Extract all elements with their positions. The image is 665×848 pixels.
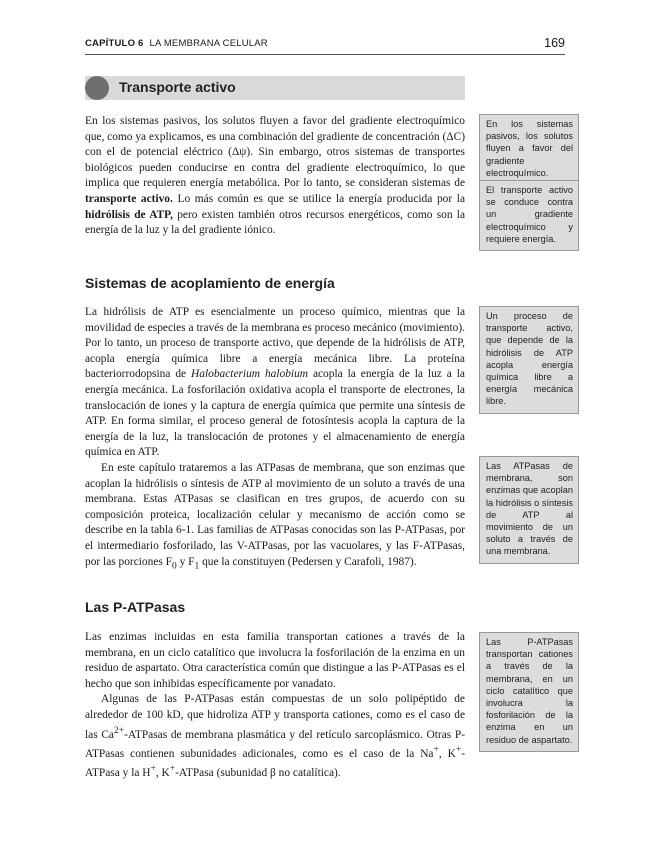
paragraph	[85, 305, 465, 461]
text-run: Lo más común es que se utilice la energía producida por la	[172, 192, 465, 205]
paragraph	[85, 692, 465, 781]
text-run: -ATPasas de membrana plasmática y del retículo sarcoplásmico. Otras P-ATPasas contienen subunidades adicionales, como es el caso de la Na	[85, 728, 466, 760]
text-run: , K	[438, 747, 456, 760]
chapter-label: CAPÍTULO 6	[85, 38, 144, 49]
subsection-body	[85, 305, 465, 574]
superscript: +	[169, 764, 176, 775]
margin-note: Las P-ATPasas transportan cationes a través de la membrana, en un ciclo catalítico que involucra la fosforilación de la enzima en un residuo de aspartato.	[479, 632, 579, 752]
margin-note: El transporte activo se conduce contra un gradiente electroquímico y requiere energía.	[479, 180, 579, 251]
text-run: En los sistemas pasivos, los solutos fluyen a favor del gradiente electroquímico que, como ya explicamos, es una combinación del gradiente de concentración (ΔC) con el de potencial eléctrico (Δψ). Sin embargo, otros sistemas de transportes biológicos pueden conducirse en contra del gradiente electroquímico, lo que implica que requieren energía metabólica. Por lo tanto, se consideran sistemas de	[85, 115, 465, 190]
chapter-heading	[85, 38, 268, 49]
text-run: que la constituyen (Pedersen y Carafoli, 1987).	[199, 555, 417, 568]
text-run: La hidrólisis de ATP es esencialmente un proceso químico, mientras que la movilidad de especies a través de la membrana es proceso mecánico (movimiento). Por lo tanto, un proceso de transporte activo, que depende de la hidrólisis de ATP, acopla energía química libre a energía mecánica libre. La proteína bacteriorrodopsina de	[85, 306, 465, 381]
text-run: , K	[155, 767, 170, 780]
text-run: y F	[176, 555, 195, 568]
subscript: 1	[194, 560, 200, 571]
bold-term: hidrólisis de ATP,	[85, 208, 173, 221]
superscript: +	[150, 764, 156, 775]
text-run: -ATPasa y la H	[85, 747, 465, 780]
superscript: +	[433, 744, 439, 755]
subsection-title: Las P-ATPasas	[85, 599, 186, 615]
superscript: 2+	[114, 725, 125, 736]
paragraph	[85, 461, 465, 574]
section-intro	[85, 114, 465, 239]
section-title: Transporte activo	[119, 79, 236, 95]
superscript: +	[455, 744, 462, 755]
section-bullet-icon	[85, 76, 109, 100]
subscript: 0	[172, 560, 177, 571]
margin-note: Las ATPasas de membrana, son enzimas que acoplan la hidrólisis o síntesis de ATP al movimiento de un soluto a través de una membrana.	[479, 456, 579, 564]
margin-note: En los sistemas pasivos, los solutos fluyen a favor del gradiente electroquímico.	[479, 114, 579, 185]
paragraph: Las enzimas incluidas en esta familia transportan cationes a través de la membrana, en un ciclo catalítico que involucra la fosforilación de la enzima en un residuo de aspartato. Otra característica común que distingue a las P-ATPasas es el hecho que son inhibidas específicamente por vanadato.	[85, 631, 465, 690]
bold-term: transporte activo.	[85, 192, 173, 205]
text-run: -ATPasa (subunidad β no catalítica).	[175, 767, 341, 780]
running-header	[85, 36, 565, 55]
page-number: 169	[544, 36, 565, 50]
text-run: En este capítulo trataremos a las ATPasas de membrana, que son enzimas que acoplan la hidrólisis o síntesis de ATP al movimiento de un soluto a través de una membrana. Estas ATPasas se clasifican en tres grupos, de acuerdo con su composición proteica, localización celular y mecanismo de acción como se describe en la tabla 6-1. Las familias de ATPasas conocidas son las P-ATPasas, por el intermediario fosforilado, las V-ATPasas, por las vacuolares, y las F-ATPasas, por las porciones F	[85, 461, 465, 568]
subsection-title: Sistemas de acoplamiento de energía	[85, 275, 335, 291]
section-banner	[85, 76, 465, 100]
text-run: pero existen también otros recursos energéticos, como son la energía de la luz y la del gradiente iónico.	[85, 208, 465, 237]
text-run: acopla la energía de la luz a la energía mecánica. La fosforilación oxidativa acopla el transporte de electrones, la translocación de iones y la captura de energía química que permite una síntesis de ATP. En forma similar, el proceso general de fotosíntesis acopla la captura de la energía de la luz, la translocación de protones y el almacenamiento de energía química en ATP.	[85, 368, 465, 459]
text-run: Algunas de las P-ATPasas están compuestas de un solo polipéptido de alrededor de 100 kD, que hidroliza ATP y transporta cationes, como es el caso de las Ca	[85, 693, 465, 741]
margin-note: Un proceso de transporte activo, que depende de la hidrólisis de ATP acopla energía química libre a energía mecánica libre.	[479, 306, 579, 414]
paragraph	[85, 114, 465, 239]
italic-term: Halobacterium halobium	[191, 368, 308, 381]
subsection-body	[85, 630, 465, 782]
chapter-title: LA MEMBRANA CELULAR	[149, 38, 268, 49]
